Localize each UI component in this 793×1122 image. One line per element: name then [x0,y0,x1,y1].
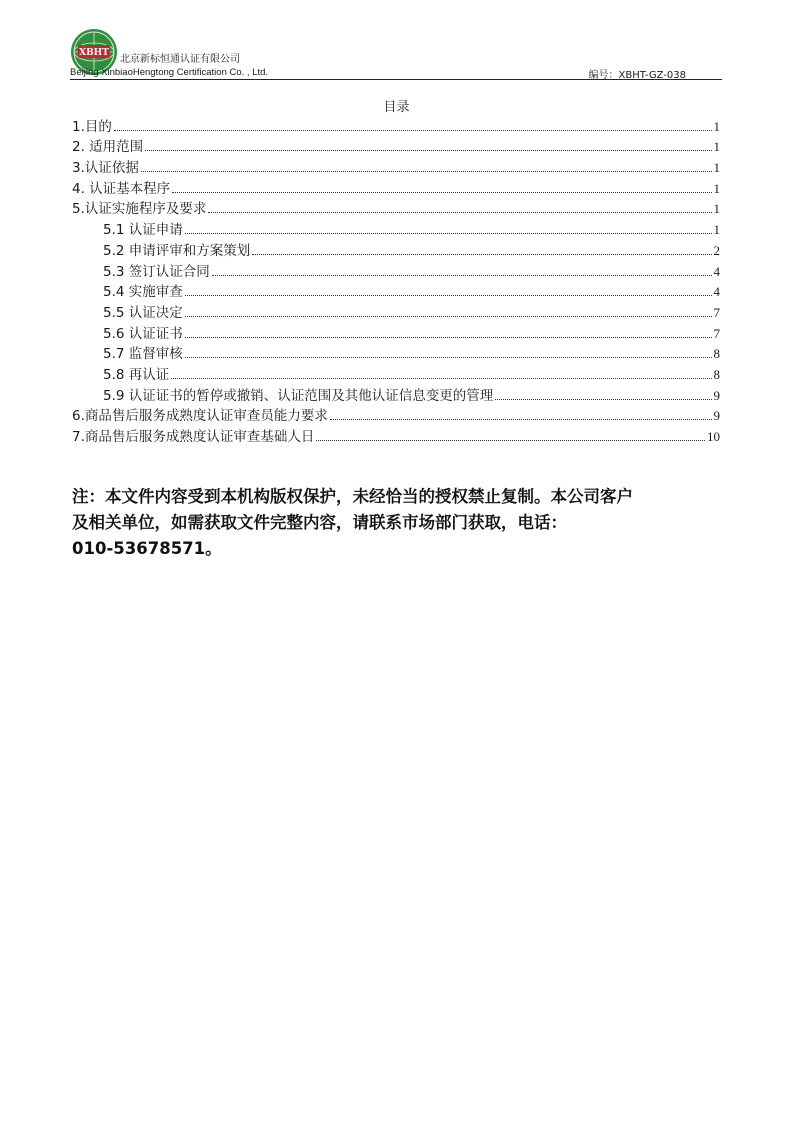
table-of-contents [72,114,720,445]
toc-leader-dots [185,295,712,296]
toc-entry-title [103,260,210,280]
toc-entry[interactable] [72,197,720,218]
toc-leader-dots [114,130,712,131]
toc-entry[interactable] [72,383,720,404]
toc-leader-dots [185,357,712,358]
toc-page-number: 1 [713,222,720,238]
document-number: 编号：XBHT-GZ-038 [588,70,686,81]
toc-entry-title [72,135,143,155]
toc-leader-dots [330,419,712,420]
toc-entry[interactable] [72,362,720,383]
toc-entry[interactable] [72,135,720,156]
toc-entry-number: 2. [72,139,90,156]
toc-entry-title [72,115,112,135]
toc-page-number: 9 [713,387,720,403]
toc-entry-label: 适用范围 [89,139,144,156]
toc-entry-number: 5. [72,201,85,218]
toc-leader-dots [185,337,712,338]
toc-page-number: 1 [713,201,720,217]
toc-entry-label: 认证证书 [128,325,183,342]
notice-line-2: 及相关单位，如需获取文件完整内容，请联系市场部门获取，电话： [72,513,567,532]
toc-entry[interactable] [72,238,720,259]
toc-entry-title [103,384,493,404]
toc-entry-label: 申请评审和方案策划 [128,242,251,259]
toc-entry-title [103,280,183,300]
toc-entry-number: 5.8 [103,366,129,383]
toc-entry-label: 实施审查 [128,284,183,301]
toc-entry[interactable] [72,300,720,321]
toc-leader-dots [212,275,712,276]
toc-page-number: 2 [713,242,720,258]
toc-entry[interactable] [72,342,720,363]
toc-entry-label: 认证基本程序 [89,180,171,197]
toc-entry-label: 商品售后服务成熟度认证审查员能力要求 [84,408,328,425]
toc-entry-label: 目的 [84,118,112,135]
toc-entry-label: 监督审核 [128,346,183,363]
toc-page-number: 4 [713,263,720,279]
notice-line-1: 注：本文件内容受到本机构版权保护，未经恰当的授权禁止复制。本公司客户 [72,487,633,506]
logo-text: XBHT [79,48,109,58]
toc-page-number: 4 [713,284,720,300]
page-header [70,28,722,80]
toc-entry[interactable] [72,280,720,301]
toc-entry-number: 5.1 [103,222,129,239]
toc-entry-title [72,177,170,197]
toc-entry[interactable] [72,114,720,135]
toc-entry-number: 5.7 [103,346,129,363]
toc-entry-label: 再认证 [128,366,170,383]
toc-title: 目录 [383,100,410,115]
toc-entry-title [103,322,183,342]
toc-entry-number: 5.4 [103,284,129,301]
toc-entry-title [103,363,169,383]
toc-entry-title [103,239,250,259]
toc-entry-number: 3. [72,160,85,177]
toc-entry-label: 认证申请 [128,222,183,239]
toc-entry-label: 认证证书的暂停或撤销、认证范围及其他认证信息变更的管理 [128,387,494,404]
toc-leader-dots [185,233,712,234]
toc-page-number: 7 [713,304,720,320]
toc-entry[interactable] [72,155,720,176]
toc-leader-dots [252,254,711,255]
toc-entry-title [103,342,183,362]
toc-entry-title [103,301,183,321]
company-name-en: Beijing XinbiaoHengtong Certification Co. , Ltd. [70,67,269,78]
notice-line-3: 010-53678571。 [72,539,222,558]
toc-page-number: 8 [713,366,720,382]
copyright-notice [72,484,722,562]
toc-leader-dots [141,171,712,172]
toc-entry[interactable] [72,404,720,425]
toc-entry[interactable] [72,176,720,197]
toc-entry-number: 5.3 [103,263,129,280]
toc-entry-number: 4. [72,180,90,197]
toc-entry[interactable] [72,321,720,342]
toc-entry-title [72,404,328,424]
toc-entry-title [72,197,206,217]
toc-entry-title [103,218,183,238]
toc-entry[interactable] [72,217,720,238]
toc-page-number: 1 [713,180,720,196]
toc-entry[interactable] [72,424,720,445]
toc-entry-label: 签订认证合同 [128,263,210,280]
toc-entry-number: 5.2 [103,242,129,259]
header-divider [70,79,722,80]
toc-entry-title [72,425,314,445]
toc-entry-label: 商品售后服务成熟度认证审查基础人日 [84,429,315,445]
toc-page-number: 1 [713,139,720,155]
toc-entry-label: 认证实施程序及要求 [84,201,207,218]
toc-entry-title [72,156,139,176]
toc-entry-number: 6. [72,408,85,425]
toc-entry-label: 认证依据 [84,160,139,177]
toc-page-number: 9 [713,408,720,424]
toc-leader-dots [145,150,711,151]
toc-page-number: 1 [713,160,720,176]
toc-page-number: 1 [713,118,720,134]
toc-leader-dots [172,192,711,193]
toc-leader-dots [495,399,711,400]
toc-page-number: 8 [713,346,720,362]
toc-entry[interactable] [72,259,720,280]
toc-page-number: 7 [713,325,720,341]
toc-leader-dots [208,212,711,213]
toc-entry-number: 5.5 [103,304,129,321]
toc-entry-number: 5.9 [103,387,129,404]
toc-leader-dots [316,440,705,441]
toc-leader-dots [171,378,711,379]
toc-page-number: 10 [707,429,720,444]
toc-entry-number: 7. [72,429,85,445]
toc-entry-number: 5.6 [103,325,129,342]
toc-leader-dots [185,316,712,317]
company-name-cn: 北京新标恒通认证有限公司 [120,54,240,65]
toc-entry-label: 认证决定 [128,304,183,321]
toc-entry-number: 1. [72,118,85,135]
